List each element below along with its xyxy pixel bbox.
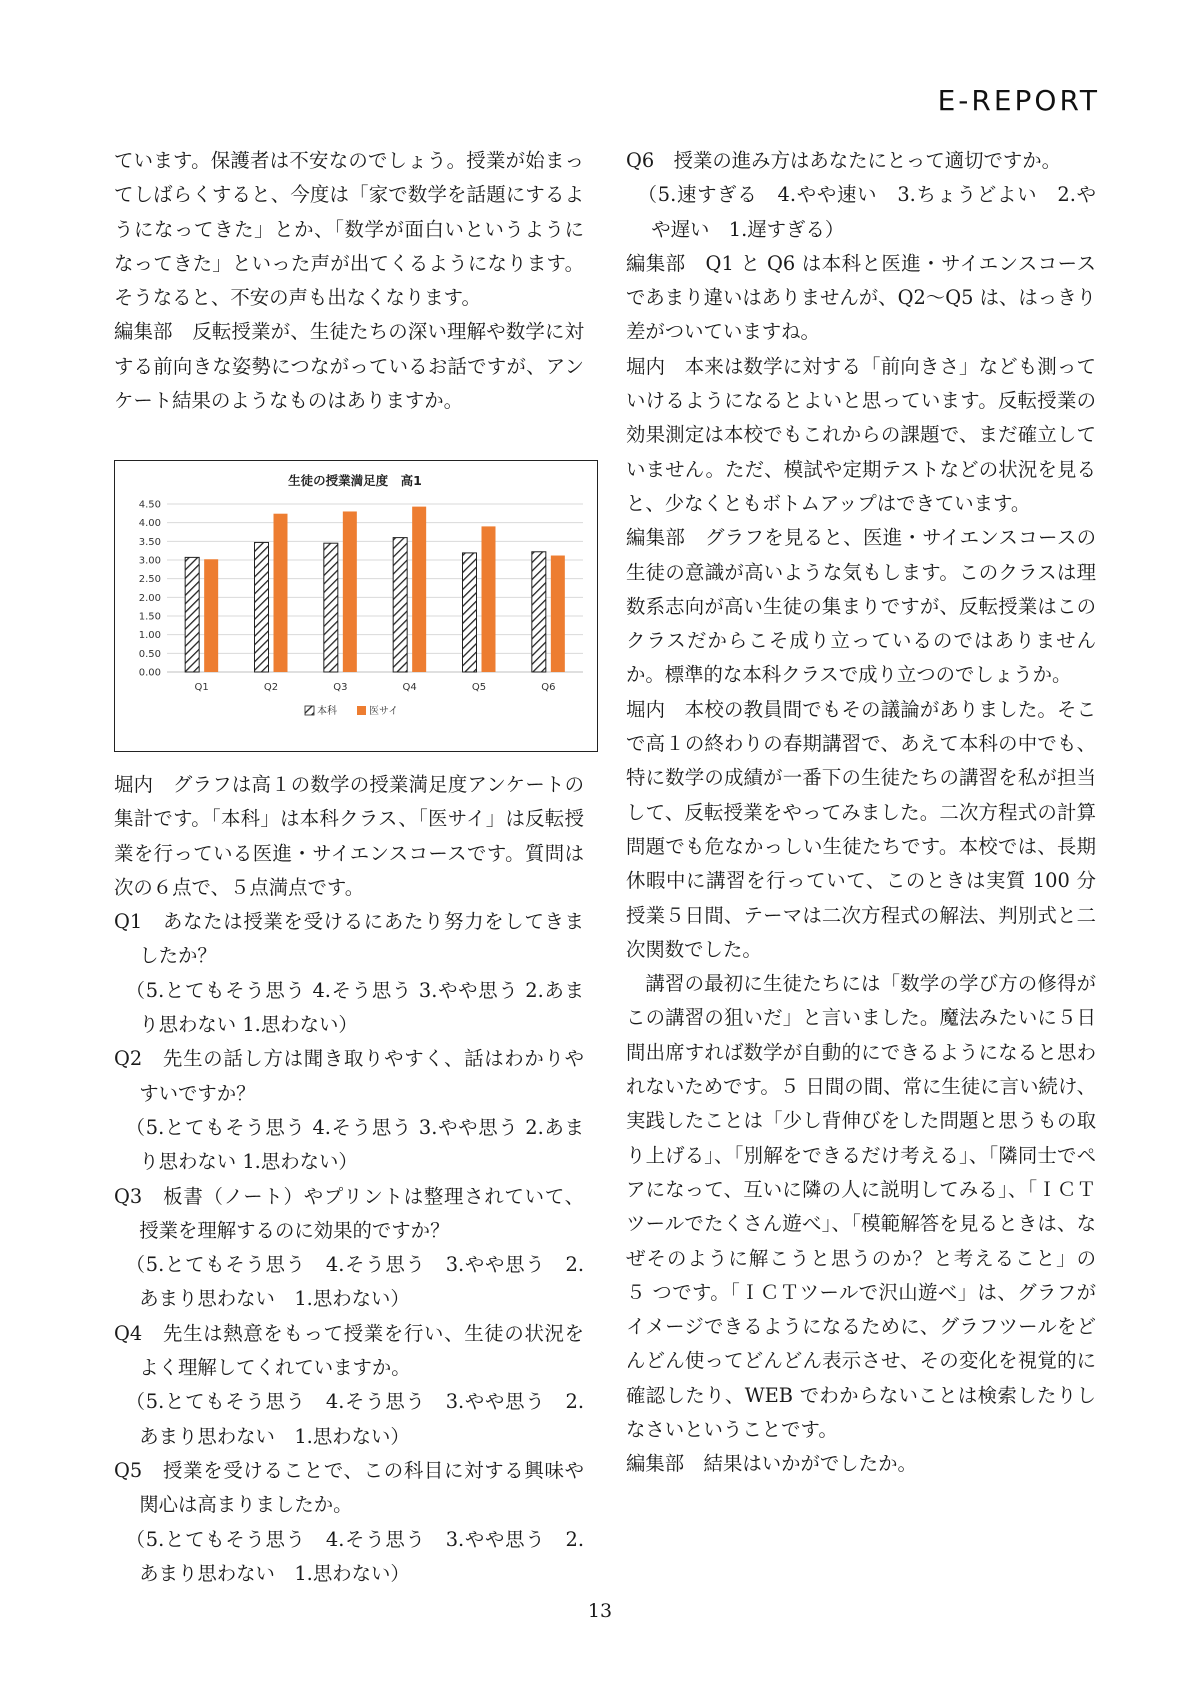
paragraph: 編集部 グラフを見ると、医進・サイエンスコースの生徒の意識が高いような気もします。このクラスは理数系志向が高い生徒の集まりですが、反転授業はこのクラスだからこそ成り立っているのではありませんか。標準的な本科クラスで成り立つのでしょうか。 [626,526,1096,687]
bar-isai-q1 [204,559,218,672]
legend-swatch [357,706,366,715]
paragraph: Q1 あなたは授業を受けるにあたり努力をしてきましたか？ [114,910,584,968]
x-tick-label: Q3 [333,682,348,693]
paragraph: （5.速すぎる 4.やや速い 3.ちょうどよい 2.やや遅い 1.遅すぎる） [637,183,1096,241]
legend-label: 本科 [317,706,337,717]
bar-honka-q1 [185,557,199,672]
paragraph: 編集部 反転授業が、生徒たちの深い理解や数学に対する前向きな姿勢につながっているお話ですが、アンケート結果のようなものはありますか。 [114,320,584,413]
x-tick-label: Q2 [263,682,279,693]
legend-swatch [305,706,314,715]
y-tick-label: 4.00 [138,518,161,530]
paragraph: Q2 先生の話し方は聞き取りやすく、話はわかりやすいですか？ [114,1047,584,1105]
paragraph: 堀内 本来は数学に対する「前向きさ」なども測っていけるようになるとよいと思っています。反転授業の効果測定は本校でもこれからの課題で、まだ確立していません。ただ、模試や定期テストなどの状況を見ると、少なくともボトムアップはできています。 [626,354,1096,515]
right-column [626,144,1096,1482]
paragraph: 編集部 結果はいかがでしたか。 [626,1452,917,1476]
chart-bars [185,507,565,672]
chart-legend [305,704,398,717]
chart-title: 生徒の授業満足度 高1 [288,473,422,488]
x-tick-label: Q5 [471,682,487,693]
left-column-bottom [114,768,584,1591]
paragraph: （5.とてもそう思う 4.そう思う 3.やや思う 2.あまり思わない 1.思わない） [125,978,584,1037]
paragraph: （5.とてもそう思う 4.そう思う 3.やや思う 2.あまり思わない 1.思わない） [125,1527,584,1585]
legend-label: 医サイ [369,706,399,717]
left-column [114,144,584,418]
bar-isai-q4 [412,507,426,672]
y-tick-label: 3.50 [138,536,161,548]
paragraph: Q4 先生は熱意をもって授業を行い、生徒の状況をよく理解してくれていますか。 [114,1321,584,1380]
paragraph: （5.とてもそう思う 4.そう思う 3.やや思う 2.あまり思わない 1.思わない） [125,1115,584,1174]
y-tick-label: 2.00 [138,592,161,604]
bar-honka-q4 [393,538,407,672]
paragraph: Q5 授業を受けることで、この科目に対する興味や関心は高まりましたか。 [114,1458,584,1517]
y-tick-label: 1.50 [138,611,161,623]
paragraph: Q6 授業の進み方はあなたにとって適切ですか。 [626,149,1062,172]
paragraph: 編集部 Q1 と Q6 は本科と医進・サイエンスコースであまり違いはありませんが、Q2〜Q5 は、はっきり差がついていますね。 [626,251,1096,344]
chart-x-labels [195,682,556,693]
x-tick-label: Q1 [194,682,209,693]
bar-isai-q2 [274,514,288,672]
left-column-top [114,144,584,418]
paragraph: （5.とてもそう思う 4.そう思う 3.やや思う 2.あまり思わない 1.思わない） [125,1253,584,1311]
bar-honka-q3 [324,543,338,672]
bar-isai-q6 [551,556,565,672]
y-tick-label: 0.50 [138,648,161,660]
paragraph: ています。保護者は不安なのでしょう。授業が始まってしばらくすると、今度は「家で数学を話題にするようになってきた」とか、「数学が面白いというようになってきた」といった声が出てくるようになります。そうなると、不安の声も出なくなります。 [114,149,584,310]
bar-honka-q6 [532,552,546,672]
y-tick-label: 0.00 [138,667,161,679]
bar-honka-q2 [255,542,269,672]
bar-honka-q5 [463,553,477,672]
x-tick-label: Q6 [541,682,556,693]
x-tick-label: Q4 [402,682,417,693]
paragraph: （5.とてもそう思う 4.そう思う 3.やや思う 2.あまり思わない 1.思わない） [125,1390,584,1448]
page-number: 13 [587,1600,613,1622]
satisfaction-chart [114,460,598,752]
y-tick-label: 3.00 [138,555,161,567]
report-header: E-REPORT [937,84,1100,117]
y-tick-label: 1.00 [138,630,161,642]
paragraph: Q3 板書（ノート）やプリントは整理されていて、授業を理解するのに効果的ですか？ [114,1184,584,1242]
chart-svg [115,461,596,750]
bar-isai-q3 [343,511,357,672]
paragraph: 堀内 本校の教員間でもその議論がありました。そこで高１の終わりの春期講習で、あえて本科の中でも、特に数学の成績が一番下の生徒たちの講習を私が担当して、反転授業をやってみました。二次方程式の計算問題でも危なかっしい生徒たちです。本校では、長期休暇中に講習を行っていて、このときは実質 100 分授業５日間、テーマは二次方程式の解法、判別式と二次関数でした。 [626,697,1096,961]
paragraph: 堀内 グラフは高１の数学の授業満足度アンケートの集計です。「本科」は本科クラス、「医サイ」は反転授業を行っている医進・サイエンスコースです。質問は次の６点で、５点満点です。 [114,773,584,899]
y-tick-label: 2.50 [138,574,161,586]
bar-isai-q5 [482,526,496,672]
y-tick-label: 4.50 [138,499,161,511]
paragraph: 講習の最初に生徒たちには「数学の学び方の修得がこの講習の狙いだ」と言いました。魔法みたいに５日間出席すれば数学が自動的にできるようになると思われないためです。５ 日間の間、常に生徒に言い続け、実践したことは「少し背伸びをした問題と思うもの取り上げる」、「別解をできるだけ考える」、「隣同士でペアになって、互いに隣の人に説明してみる」、「ＩＣＴツールでたくさん遊べ」、「模範解答を見るときは、なぜそのように解こうと思うのか？と考えること」の ５ つです。「ＩＣＴツールで沢山遊べ」は、グラフがイメージできるようになるために、グラフツールをどんどん使ってどんどん表示させ、その変化を視覚的に確認したり、WEB でわからないことは検索したりしなさいということです。 [626,972,1096,1441]
